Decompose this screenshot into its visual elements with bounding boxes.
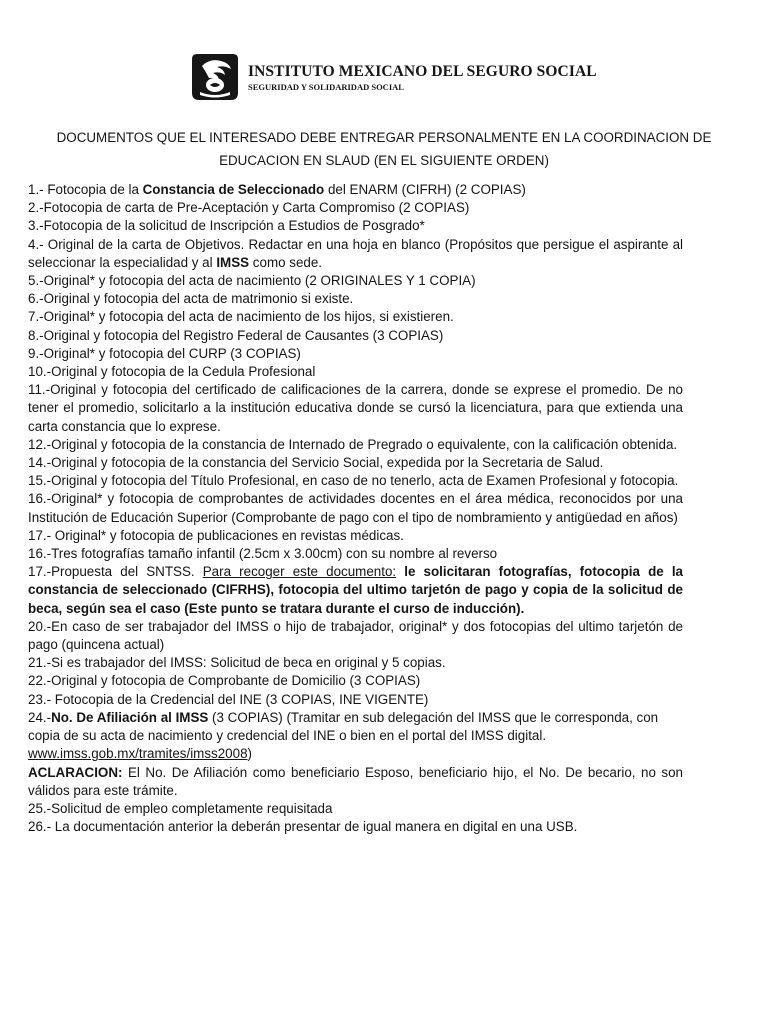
list-item-6: 6.-Original y fotocopia del acta de matrimonio si existe. xyxy=(28,291,354,307)
item-emphasis: No. De Afiliación al IMSS xyxy=(51,709,209,725)
institution-name: INSTITUTO MEXICANO DEL SEGURO SOCIAL xyxy=(248,62,597,80)
list-item-4 xyxy=(28,236,683,272)
list-item-1 xyxy=(28,181,683,199)
title-line-1: DOCUMENTOS QUE EL INTERESADO DEBE ENTREGAR PERSONALMENTE EN LA COORDINACION DE xyxy=(56,130,712,145)
list-item-12: 12.-Original y fotocopia de la constancia de Internado de Pregrado o equivalente, con la calificación obtenida. xyxy=(28,436,678,452)
requirements-list xyxy=(28,181,683,836)
list-item-11: 11.-Original y fotocopia del certificado de calificaciones de la carrera, donde se exprese el promedio. De no tener el promedio, solicitarlo a la institución educativa donde se cursó la licenciatura, para que extienda una carta constancia que lo exprese. xyxy=(28,382,683,434)
title-line-2: EDUCACION EN SLAUD (EN EL SIGUIENTE ORDEN) xyxy=(219,153,549,168)
list-item-17a: 17.- Original* y fotocopia de publicaciones en revistas médicas. xyxy=(28,527,404,543)
document-title xyxy=(20,126,748,172)
list-item-9: 9.-Original* y fotocopia del CURP (3 COPIAS) xyxy=(28,345,301,361)
item-text: como sede. xyxy=(249,254,323,270)
aclaracion-note xyxy=(28,764,683,800)
list-item-15: 15.-Original y fotocopia del Título Profesional, en caso de no tenerlo, acta de Examen Profesional y fotocopia. xyxy=(28,473,679,489)
item-underlined: Para recoger este documento: xyxy=(202,564,397,580)
list-item-26: 26.- La documentación anterior la deberán presentar de igual manera en digital en una USB. xyxy=(28,819,578,835)
aclaracion-label: ACLARACION: xyxy=(28,764,123,780)
aclaracion-text: El No. De Afiliación como beneficiario Esposo, beneficiario hijo, el No. De becario, no son válidos para este trámite. xyxy=(28,764,683,798)
item-text: 17.-Propuesta del SNTSS. xyxy=(28,564,203,580)
list-item-24 xyxy=(28,709,683,764)
list-item-3: 3.-Fotocopia de la solicitud de Inscripción a Estudios de Posgrado* xyxy=(28,218,425,234)
item-emphasis: le solicitaran fotografías, fotocopia de la constancia de seleccionado (CIFRHS), fotocopia del ultimo tarjetón de pago y copia de la solicitud de beca, según sea el caso (Este punto se tratara durante el curso de inducción). xyxy=(28,564,683,616)
document-header xyxy=(190,52,597,102)
item-text: 4.- Original de la carta de Objetivos. Redactar en una hoja en blanco (Propósitos que persigue el aspirante al seleccionar la especialidad y al xyxy=(28,236,683,270)
imss-portal-link[interactable]: www.imss.gob.mx/tramites/imss2008 xyxy=(28,746,248,762)
item-emphasis: IMSS xyxy=(216,254,250,270)
list-item-21: 21.-Si es trabajador del IMSS: Solicitud de beca en original y 5 copias. xyxy=(28,655,446,671)
list-item-10: 10.-Original y fotocopia de la Cedula Profesional xyxy=(28,364,316,380)
imss-eagle-logo-icon xyxy=(190,52,240,102)
list-item-25: 25.-Solicitud de empleo completamente requisitada xyxy=(28,800,333,816)
item-text: ) xyxy=(247,746,252,762)
item-text: 1.- Fotocopia de la xyxy=(28,182,143,197)
item-text: 24.- xyxy=(28,709,52,725)
list-item-14: 14.-Original y fotocopia de la constancia del Servicio Social, expedida por la Secretaria de Salud. xyxy=(28,455,604,471)
institution-motto: SEGURIDAD Y SOLIDARIDAD SOCIAL xyxy=(248,81,404,92)
item-text: (3 COPIAS) (Tramitar en sub delegación del IMSS que le corresponda, con copia de su acta de nacimiento y credencial del INE o bien en el portal del IMSS digital. xyxy=(28,709,659,744)
list-item-2: 2.-Fotocopia de carta de Pre-Aceptación y Carta Compromiso (2 COPIAS) xyxy=(28,200,470,216)
item-emphasis: Constancia de Seleccionado xyxy=(142,182,325,197)
list-item-20: 20.-En caso de ser trabajador del IMSS o hijo de trabajador, original* y dos fotocopias del ultimo tarjetón de pago (quincena actual) xyxy=(28,618,683,653)
list-item-5: 5.-Original* y fotocopia del acta de nacimiento (2 ORIGINALES Y 1 COPIA) xyxy=(28,273,476,289)
list-item-16b: 16.-Tres fotografías tamaño infantil (2.5cm x 3.00cm) con su nombre al reverso xyxy=(28,546,498,562)
list-item-16a: 16.-Original* y fotocopia de comprobantes de actividades docentes en el área médica, reconocidos por una Institución de Educación Superior (Comprobante de pago con el tipo de nombramiento y antigüedad en años) xyxy=(28,491,683,525)
list-item-23: 23.- Fotocopia de la Credencial del INE (3 COPIAS, INE VIGENTE) xyxy=(28,691,429,707)
list-item-8: 8.-Original y fotocopia del Registro Federal de Causantes (3 COPIAS) xyxy=(28,327,444,343)
list-item-17b xyxy=(28,563,683,618)
list-item-22: 22.-Original y fotocopia de Comprobante de Domicilio (3 COPIAS) xyxy=(28,673,421,689)
list-item-7: 7.-Original* y fotocopia del acta de nacimiento de los hijos, si existieren. xyxy=(28,309,454,325)
item-text: del ENARM (CIFRH) (2 COPIAS) xyxy=(324,182,526,197)
